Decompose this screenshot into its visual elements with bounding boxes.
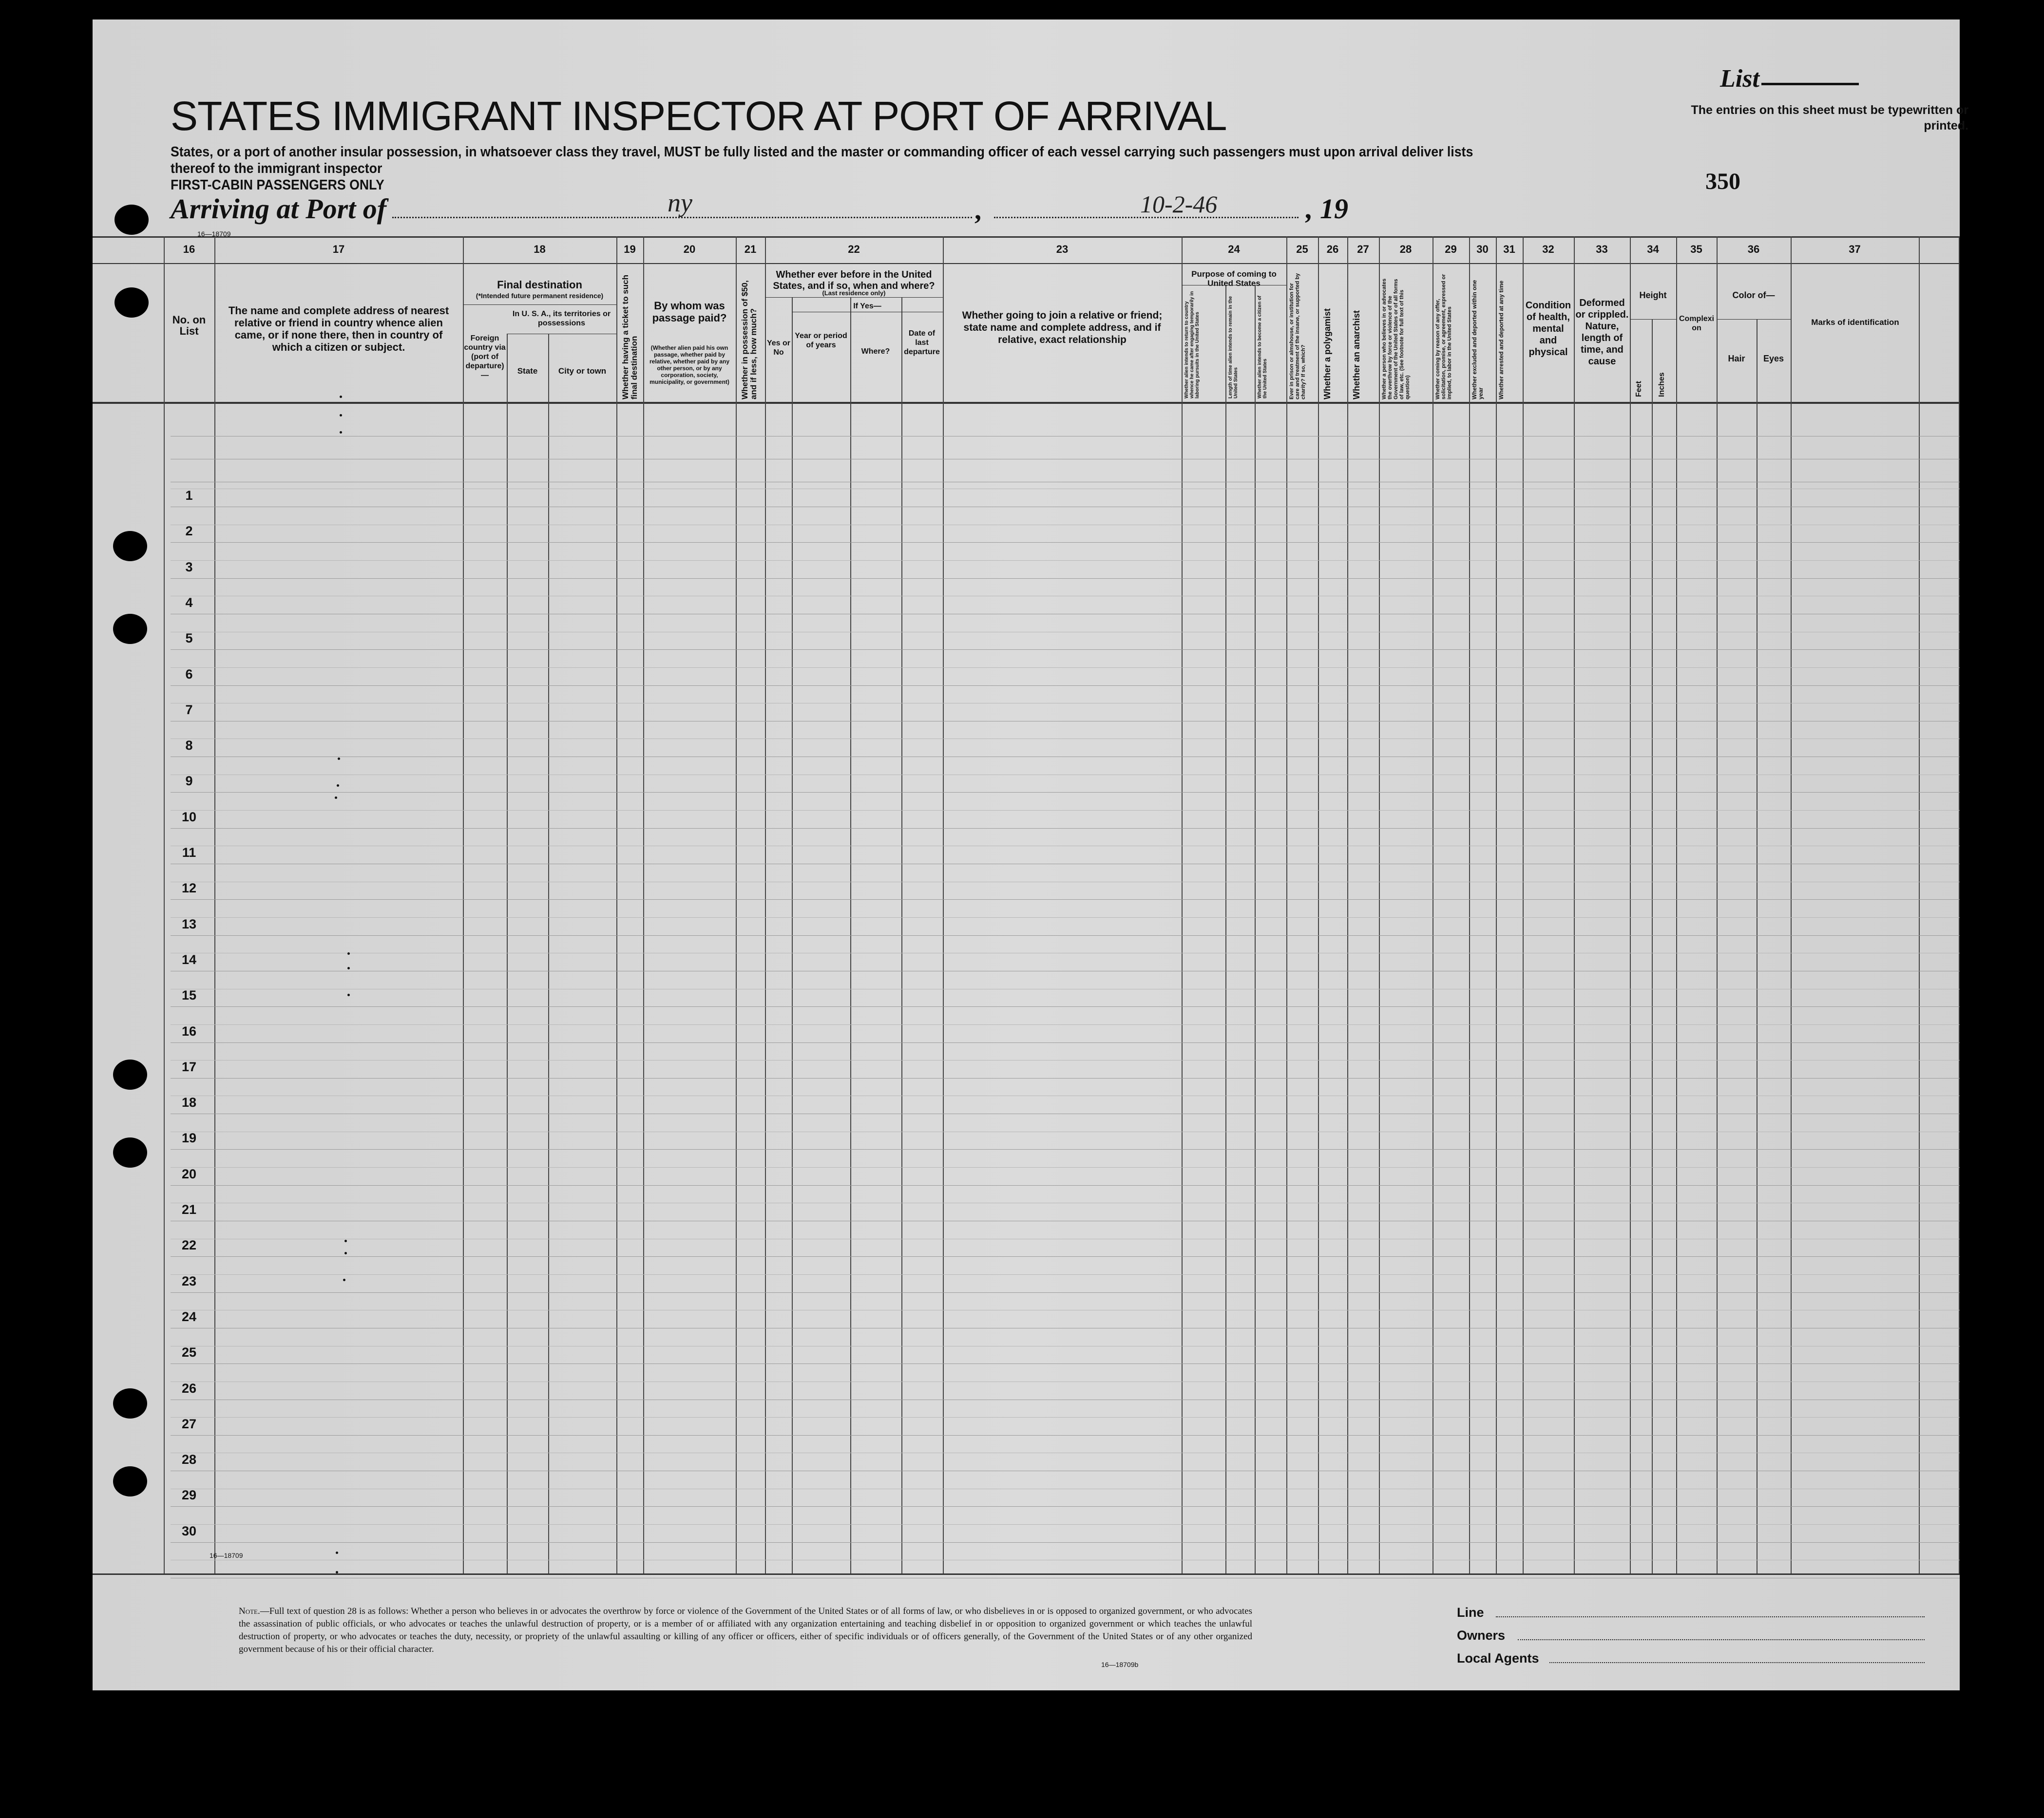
footnote-text: —Full text of question 28 is as follows: Whether a person who believes in or advocates the overthrow by force or violence of the Government of the United States or of all forms of law, or who disbelieves in or is opposed to organized government, or who advocates the assassination of public officials, or who advocates or teaches the unlawful destruction of property, or is a member of or affiliated with any organization entertaining and teaching disbelief in or opposition to organized government or which teaches the unlawful destruction of property, or who advocates or teaches the duty, necessity, or propriety of the unlawful assaulting or killing of any officer or officers, either of specific individuals or of officers generally, of the Government of the United States or of any other organized government because of his or their official character.: [239, 1606, 1252, 1654]
col-22-where-header: Where?: [861, 347, 890, 356]
col-25-number: 25: [1296, 243, 1308, 255]
row-number: 14: [181, 952, 197, 967]
col-37-header: Marks of identification: [1811, 318, 1899, 327]
footnote: [239, 1605, 1252, 1656]
col-37-number: 37: [1849, 243, 1861, 255]
row-number: 23: [181, 1274, 197, 1288]
col-29-header: Whether coming by reason of any offer, solicitation, promise, or agreement, expressed or implied, to labor in the United States: [1435, 274, 1452, 399]
col-28-number: 28: [1399, 243, 1412, 255]
col-24-number: 24: [1228, 243, 1240, 255]
footnote-label: Note.: [239, 1606, 260, 1616]
ruled-line: [171, 560, 1960, 561]
col-23-header: Whether going to join a relative or friend; state name and complete address, and if relative, exact relationship: [962, 310, 1163, 345]
col-21-header: Whether in possession of $50, and if less, how much?: [740, 280, 758, 399]
col-34-header: Height: [1639, 290, 1667, 300]
col-22-departure-header: Date of last departure: [904, 329, 940, 356]
punch-hole: [113, 1388, 147, 1419]
ruled-line: [171, 899, 1960, 900]
col-25-header: Ever in prison or almshouse, or institution for care and treatment of the insane, or supported by charity? If so, which?: [1289, 273, 1306, 399]
col-36-eyes-header: Eyes: [1763, 354, 1784, 363]
col-22-if-yes-header: If Yes—: [853, 302, 881, 310]
form-code-bottom: 16—18709: [210, 1552, 243, 1559]
list-number-field[interactable]: [1761, 83, 1859, 85]
punch-hole: [115, 287, 149, 318]
col-28-header: Whether a person who believes in or advocates the overthrow by force or violence of the Government of the United States or of all forms of law, etc. (See footnote for full text of this question): [1381, 278, 1411, 399]
row-number: 20: [181, 1167, 197, 1181]
col-36-header: Color of—: [1732, 290, 1775, 300]
col-30-header: Whether excluded and deported within one year: [1471, 280, 1484, 399]
ruled-line: [171, 828, 1960, 829]
col-18-usa-header: In U. S. A., its territories or possessions: [512, 310, 611, 327]
ruled-line: [171, 685, 1960, 686]
col-18-city-header: City or town: [558, 366, 607, 376]
ruled-line: [171, 1006, 1960, 1007]
col-32-number: 32: [1542, 243, 1554, 255]
col-22-yes-no-header: Yes or No: [766, 339, 791, 357]
row-number: 12: [181, 881, 197, 895]
row-number: 27: [181, 1417, 197, 1431]
table-top-border: [93, 236, 1960, 238]
col-16-header: No. on List: [172, 314, 206, 337]
row-number: 6: [185, 667, 193, 682]
sheet-number: 350: [1705, 169, 1740, 194]
col-30-number: 30: [1476, 243, 1489, 255]
ruled-line: [171, 792, 1960, 793]
ruled-line: [171, 1292, 1960, 1293]
form-instructions: [171, 144, 1515, 193]
year-prefix: , 19: [1306, 193, 1348, 225]
col-18-note: (*Intended future permanent residence): [476, 292, 604, 300]
col-33-number: 33: [1596, 243, 1608, 255]
row-number: 17: [181, 1060, 197, 1074]
col-24-length-header: Length of time alien intends to remain in the United States: [1228, 296, 1239, 398]
ruled-line: [171, 1417, 1960, 1418]
row-number: 1: [185, 488, 193, 503]
ruled-line: [171, 1256, 1960, 1257]
col-16-number: 16: [183, 243, 195, 255]
col-35-number: 35: [1690, 243, 1702, 255]
col-22-number: 22: [848, 243, 860, 255]
header-bottom-border: [93, 402, 1960, 404]
col-22-header: Whether ever before in the United States, and if so, when and where?: [773, 269, 935, 291]
punch-hole: [115, 205, 149, 235]
ruled-line: [171, 542, 1960, 543]
row-number: 7: [185, 702, 193, 717]
ruled-line: [171, 1506, 1960, 1507]
row-number: 3: [185, 560, 193, 574]
local-agents-label: Local Agents: [1457, 1651, 1539, 1666]
col-24-return-header: Whether alien intends to return to country whence he came after engaging temporarily in laboring pursuits in the United States: [1184, 291, 1200, 398]
row-number: 24: [181, 1309, 197, 1324]
row-number: 28: [181, 1452, 197, 1467]
date-value: 10-2-46: [1140, 190, 1218, 218]
col-26-number: 26: [1326, 243, 1339, 255]
manifest-table: [93, 236, 1960, 1573]
col-21-number: 21: [744, 243, 757, 255]
col-20-header: By whom was passage paid?: [652, 300, 727, 324]
row-number: 16: [181, 1024, 197, 1039]
punch-hole: [113, 1137, 147, 1168]
col-33-header: Deformed or crippled. Nature, length of time, and cause: [1575, 298, 1629, 367]
col-32-header: Condition of health, mental and physical: [1525, 300, 1571, 358]
col-35-header: Complexion: [1679, 315, 1714, 332]
col-22-year-header: Year or period of years: [795, 332, 847, 349]
ruled-line: [171, 1524, 1960, 1525]
ruled-line: [171, 1024, 1960, 1025]
ruled-line: [171, 667, 1960, 668]
owners-field[interactable]: [1518, 1639, 1925, 1640]
row-number: 15: [181, 988, 197, 1003]
col-23-number: 23: [1056, 243, 1069, 255]
col-24-header: Purpose of coming to United States: [1191, 269, 1277, 288]
entries-note: The entries on this sheet must be typewritten or printed.: [1691, 103, 1968, 133]
arriving-label: Arriving at Port of: [171, 193, 387, 225]
col-34-inches-header: Inches: [1658, 372, 1666, 397]
row-number: 21: [181, 1202, 197, 1217]
row-number: 18: [181, 1095, 197, 1110]
col-36-number: 36: [1747, 243, 1760, 255]
col-20-number: 20: [683, 243, 696, 255]
port-value: ny: [668, 188, 692, 217]
col-17-header: The name and complete address of nearest relative or friend in country whence alien came, or if none there, then in country of which a citizen or subject.: [228, 304, 449, 353]
instructions-line-1: States, or a port of another insular possession, in whatsoever class they travel, MUST be fully listed and the master or commanding officer of each vessel carrying such passengers must upon arrival deliver lists thereof to the immigrant inspector: [171, 144, 1473, 176]
col-31-header: Whether arrested and deported at any time: [1498, 280, 1505, 399]
col-29-number: 29: [1445, 243, 1457, 255]
line-field[interactable]: [1496, 1616, 1925, 1617]
page-title: STATES IMMIGRANT INSPECTOR AT PORT OF ARRIVAL: [171, 93, 1227, 139]
col-18-foreign-header: Foreign country via (port of departure)—: [464, 334, 506, 379]
owners-label: Owners: [1457, 1628, 1506, 1643]
ruled-line: [171, 917, 1960, 918]
manifest-sheet: [93, 19, 1968, 1690]
col-18-number: 18: [534, 243, 546, 255]
col-24-citizen-header: Whether alien intends to become a citizen of the United States: [1257, 295, 1268, 398]
col-20-note: (Whether alien paid his own passage, whether paid by relative, whether paid by any other person, or by any corporation, society, municipality, or government): [649, 344, 730, 385]
col-26-header: Whether a polygamist: [1322, 308, 1332, 399]
ruled-line: [171, 1185, 1960, 1186]
column-number-divider: [93, 263, 1960, 264]
ruled-line: [171, 1149, 1960, 1150]
footnote-code: 16—18709b: [1101, 1661, 1139, 1668]
col-27-header: Whether an anarchist: [1352, 310, 1361, 399]
col-18-state-header: State: [517, 366, 538, 376]
line-label: Line: [1457, 1605, 1484, 1620]
row-number: 2: [185, 524, 193, 538]
punch-hole: [113, 531, 147, 561]
ruled-line: [171, 1542, 1960, 1543]
table-bottom-border: [93, 1573, 1960, 1575]
ruled-line: [171, 810, 1960, 811]
local-agents-field[interactable]: [1549, 1662, 1925, 1663]
col-36-hair-header: Hair: [1728, 354, 1745, 363]
ruled-line: [171, 1078, 1960, 1079]
row-number: 30: [181, 1524, 197, 1538]
ruled-line: [171, 1167, 1960, 1168]
col-22-note: (Last residence only): [822, 289, 886, 297]
row-number: 26: [181, 1381, 197, 1396]
instructions-line-2: FIRST-CABIN PASSENGERS ONLY: [171, 177, 384, 193]
row-number: 10: [181, 810, 197, 824]
row-number: 22: [181, 1238, 197, 1252]
col-19-number: 19: [624, 243, 636, 255]
ruled-line: [171, 1274, 1960, 1275]
punch-hole: [113, 1466, 147, 1496]
form-code-top: 16—18709: [197, 230, 231, 238]
separator: ,: [974, 195, 981, 226]
row-number: 29: [181, 1488, 197, 1502]
row-number: 13: [181, 917, 197, 931]
col-27-number: 27: [1357, 243, 1369, 255]
ruled-line: [171, 935, 1960, 936]
ruled-line: [171, 649, 1960, 650]
ruled-line: [171, 578, 1960, 579]
row-number: 11: [182, 845, 196, 860]
row-number: 5: [185, 631, 193, 645]
col-34-feet-header: Feet: [1635, 381, 1643, 397]
col-18-header: Final destination: [497, 279, 582, 291]
col-19-header: Whether having a ticket to such final destination: [621, 275, 639, 399]
col-31-number: 31: [1503, 243, 1515, 255]
ruled-line: [171, 1435, 1960, 1436]
col-34-number: 34: [1647, 243, 1659, 255]
punch-hole: [113, 614, 147, 644]
row-number: 9: [185, 774, 193, 788]
list-label: List: [1720, 65, 1759, 93]
row-number: 8: [185, 738, 193, 753]
ruled-line: [171, 1042, 1960, 1043]
row-number: 4: [185, 595, 193, 610]
row-number: 25: [181, 1345, 197, 1360]
col-17-number: 17: [332, 243, 345, 255]
row-number: 19: [181, 1131, 197, 1145]
punch-hole: [113, 1060, 147, 1090]
